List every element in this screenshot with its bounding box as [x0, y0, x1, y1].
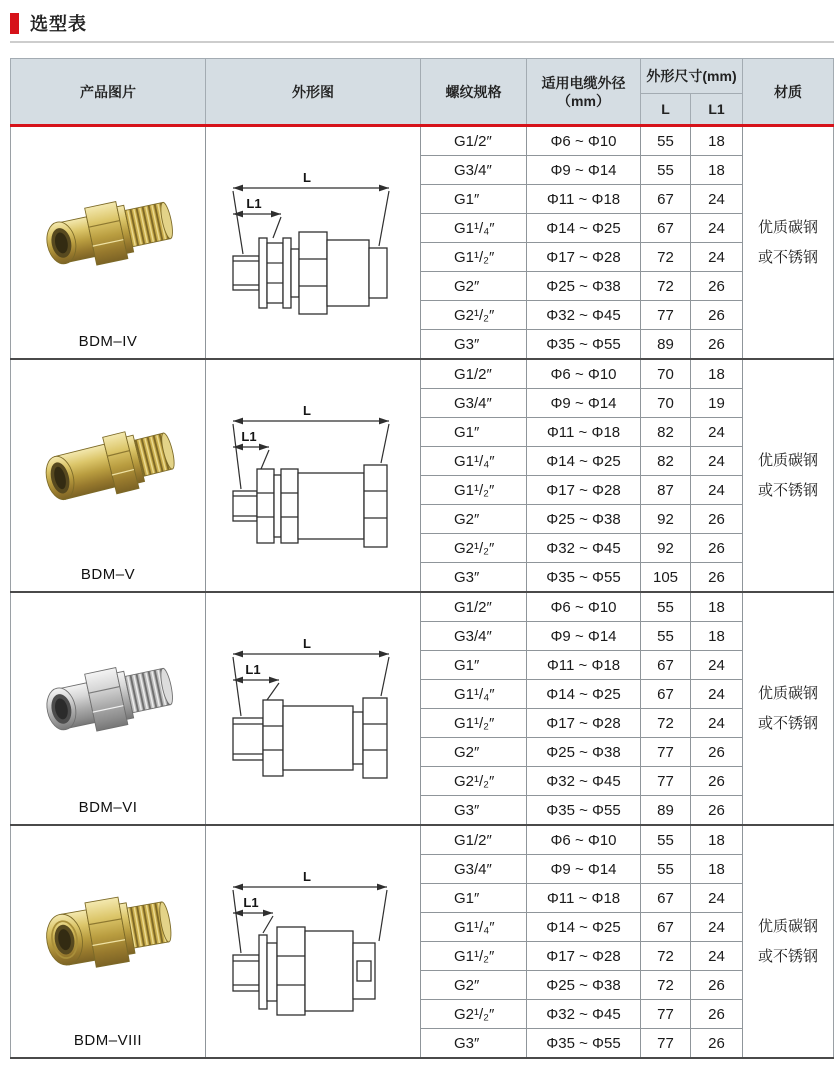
header-thread: 螺纹规格: [421, 59, 527, 126]
selection-table: [10, 58, 834, 1059]
thread-spec-cell: G1¹/₄″: [421, 214, 527, 243]
header-cable-line2: （mm）: [557, 92, 610, 109]
thread-spec-cell: G2¹/₂″: [421, 534, 527, 563]
product-photo-bdm-iv: [27, 158, 189, 308]
thread-spec-cell: G3″: [421, 1029, 527, 1059]
dim-l1-cell: 18: [691, 126, 743, 156]
cable-od-cell: Φ9 ~ Φ14: [527, 622, 641, 651]
outline-drawing-bdm-v: [207, 401, 420, 551]
dim-l1-cell: 26: [691, 738, 743, 767]
cable-od-cell: Φ35 ~ Φ55: [527, 796, 641, 826]
material-line1: 优质碳钢: [758, 451, 819, 469]
thread-spec-cell: G3″: [421, 796, 527, 826]
dim-l-cell: 72: [641, 942, 691, 971]
cable-od-cell: Φ11 ~ Φ18: [527, 418, 641, 447]
header-cable-od: [527, 59, 641, 126]
dim-l1-cell: 26: [691, 272, 743, 301]
cable-od-cell: Φ17 ~ Φ28: [527, 709, 641, 738]
thread-spec-cell: G1¹/₂″: [421, 942, 527, 971]
header-dimensions: 外形尺寸(mm): [641, 59, 743, 94]
product-section-bdm-iv: [11, 126, 834, 360]
thread-spec-cell: G1/2″: [421, 359, 527, 389]
cable-od-cell: Φ32 ~ Φ45: [527, 1000, 641, 1029]
dim-l1-cell: 24: [691, 447, 743, 476]
cable-od-cell: Φ17 ~ Φ28: [527, 476, 641, 505]
dim-l1-cell: 18: [691, 592, 743, 622]
dim-l-cell: 72: [641, 243, 691, 272]
dim-l-cell: 77: [641, 738, 691, 767]
material-line2: 或不锈钢: [758, 947, 819, 965]
dim-l-cell: 55: [641, 622, 691, 651]
product-image-cell: [11, 825, 206, 1058]
product-photo-bdm-vi: [27, 624, 189, 774]
dim-l1-cell: 18: [691, 359, 743, 389]
title-accent-bar: [10, 13, 19, 34]
cable-od-cell: Φ6 ~ Φ10: [527, 126, 641, 156]
cable-od-cell: Φ14 ~ Φ25: [527, 913, 641, 942]
thread-spec-cell: G1¹/₂″: [421, 243, 527, 272]
dim-l-cell: 77: [641, 767, 691, 796]
dim-label-l: L: [302, 169, 311, 185]
dim-l1-cell: 19: [691, 389, 743, 418]
dim-l-cell: 70: [641, 389, 691, 418]
dim-label-l: L: [302, 868, 311, 884]
outline-drawing-cell: [206, 592, 421, 825]
thread-spec-cell: G1″: [421, 651, 527, 680]
thread-spec-cell: G2″: [421, 272, 527, 301]
material-line2: 或不锈钢: [758, 714, 819, 732]
cable-od-cell: Φ17 ~ Φ28: [527, 942, 641, 971]
dim-l1-cell: 26: [691, 971, 743, 1000]
table-header: [11, 59, 834, 126]
dim-l-cell: 92: [641, 534, 691, 563]
product-image-cell: [11, 592, 206, 825]
header-cable-line1: 适用电缆外径: [541, 74, 626, 91]
thread-spec-cell: G1″: [421, 185, 527, 214]
outline-drawing-bdm-viii: [207, 867, 420, 1017]
dim-l1-cell: 24: [691, 913, 743, 942]
product-image-cell: [11, 126, 206, 360]
dim-l1-cell: 24: [691, 942, 743, 971]
cable-od-cell: Φ11 ~ Φ18: [527, 651, 641, 680]
header-outline: 外形图: [206, 59, 421, 126]
model-label: BDM–V: [80, 566, 136, 583]
table-row: [11, 825, 834, 855]
dim-l1-cell: 24: [691, 884, 743, 913]
thread-spec-cell: G1/2″: [421, 592, 527, 622]
dim-l1-cell: 26: [691, 534, 743, 563]
cable-od-cell: Φ14 ~ Φ25: [527, 447, 641, 476]
dim-l1-cell: 24: [691, 185, 743, 214]
cable-od-cell: Φ9 ~ Φ14: [527, 156, 641, 185]
dim-l-cell: 89: [641, 330, 691, 360]
thread-spec-cell: G3/4″: [421, 622, 527, 651]
outline-drawing-bdm-vi: [207, 634, 420, 784]
outline-drawing-bdm-iv: [207, 168, 420, 318]
cable-od-cell: Φ35 ~ Φ55: [527, 1029, 641, 1059]
dim-l-cell: 67: [641, 214, 691, 243]
dim-l-cell: 77: [641, 301, 691, 330]
dim-l-cell: 55: [641, 126, 691, 156]
product-photo-bdm-v: [27, 391, 189, 541]
cable-od-cell: Φ35 ~ Φ55: [527, 563, 641, 593]
dim-label-l: L: [302, 635, 311, 651]
model-label: BDM–IV: [78, 333, 138, 350]
table-row: [11, 359, 834, 389]
cable-od-cell: Φ35 ~ Φ55: [527, 330, 641, 360]
thread-spec-cell: G1/2″: [421, 825, 527, 855]
model-label: BDM–VI: [78, 799, 138, 816]
header-dim-l1: L1: [691, 94, 743, 126]
dim-l-cell: 72: [641, 971, 691, 1000]
thread-spec-cell: G2¹/₂″: [421, 1000, 527, 1029]
dim-l-cell: 67: [641, 651, 691, 680]
dim-l-cell: 77: [641, 1029, 691, 1059]
dim-label-l1: L1: [240, 428, 257, 444]
dim-l-cell: 82: [641, 447, 691, 476]
cable-od-cell: Φ9 ~ Φ14: [527, 389, 641, 418]
table-row: [11, 592, 834, 622]
dim-l1-cell: 26: [691, 505, 743, 534]
header-material: 材质: [743, 59, 834, 126]
dim-l-cell: 67: [641, 884, 691, 913]
dim-l-cell: 92: [641, 505, 691, 534]
thread-spec-cell: G3″: [421, 330, 527, 360]
dim-l1-cell: 26: [691, 301, 743, 330]
dim-label-l1: L1: [244, 661, 261, 677]
cable-od-cell: Φ14 ~ Φ25: [527, 214, 641, 243]
thread-spec-cell: G1¹/₂″: [421, 709, 527, 738]
dim-l1-cell: 18: [691, 156, 743, 185]
dim-l1-cell: 18: [691, 855, 743, 884]
thread-spec-cell: G2″: [421, 505, 527, 534]
outline-drawing-cell: [206, 825, 421, 1058]
dim-l1-cell: 26: [691, 1000, 743, 1029]
page-title: 选型表: [30, 14, 87, 34]
thread-spec-cell: G2″: [421, 738, 527, 767]
cable-od-cell: Φ25 ~ Φ38: [527, 738, 641, 767]
thread-spec-cell: G2″: [421, 971, 527, 1000]
cable-od-cell: Φ14 ~ Φ25: [527, 680, 641, 709]
thread-spec-cell: G1¹/₄″: [421, 447, 527, 476]
dim-l-cell: 72: [641, 272, 691, 301]
dim-l-cell: 67: [641, 913, 691, 942]
material-cell: [743, 126, 834, 360]
material-line1: 优质碳钢: [758, 917, 819, 935]
dim-l-cell: 55: [641, 825, 691, 855]
material-line1: 优质碳钢: [758, 218, 819, 236]
dim-l1-cell: 26: [691, 1029, 743, 1059]
thread-spec-cell: G3″: [421, 563, 527, 593]
header-product: 产品图片: [11, 59, 206, 126]
dim-l1-cell: 26: [691, 563, 743, 593]
cable-od-cell: Φ32 ~ Φ45: [527, 767, 641, 796]
material-line2: 或不锈钢: [758, 248, 819, 266]
cable-od-cell: Φ17 ~ Φ28: [527, 243, 641, 272]
cable-od-cell: Φ6 ~ Φ10: [527, 825, 641, 855]
cable-od-cell: Φ11 ~ Φ18: [527, 884, 641, 913]
product-section-bdm-v: [11, 359, 834, 592]
dim-l-cell: 55: [641, 855, 691, 884]
product-photo-bdm-viii: [27, 857, 189, 1007]
dim-l1-cell: 24: [691, 651, 743, 680]
thread-spec-cell: G1″: [421, 418, 527, 447]
dim-l1-cell: 24: [691, 214, 743, 243]
dim-l1-cell: 24: [691, 709, 743, 738]
cable-od-cell: Φ11 ~ Φ18: [527, 185, 641, 214]
material-line1: 优质碳钢: [758, 684, 819, 702]
cable-od-cell: Φ25 ~ Φ38: [527, 505, 641, 534]
dim-l-cell: 72: [641, 709, 691, 738]
cable-od-cell: Φ32 ~ Φ45: [527, 301, 641, 330]
cable-od-cell: Φ25 ~ Φ38: [527, 272, 641, 301]
dim-label-l1: L1: [245, 195, 262, 211]
dim-l1-cell: 24: [691, 243, 743, 272]
thread-spec-cell: G3/4″: [421, 389, 527, 418]
cable-od-cell: Φ6 ~ Φ10: [527, 592, 641, 622]
dim-l-cell: 55: [641, 156, 691, 185]
dim-l-cell: 67: [641, 680, 691, 709]
thread-spec-cell: G1¹/₄″: [421, 680, 527, 709]
dim-l1-cell: 24: [691, 418, 743, 447]
cable-od-cell: Φ9 ~ Φ14: [527, 855, 641, 884]
material-cell: [743, 825, 834, 1058]
dim-l1-cell: 26: [691, 330, 743, 360]
thread-spec-cell: G1¹/₂″: [421, 476, 527, 505]
page-header: [10, 10, 834, 43]
dim-l1-cell: 26: [691, 767, 743, 796]
material-cell: [743, 359, 834, 592]
thread-spec-cell: G1/2″: [421, 126, 527, 156]
cable-od-cell: Φ32 ~ Φ45: [527, 534, 641, 563]
product-section-bdm-vi: [11, 592, 834, 825]
dim-label-l1: L1: [242, 894, 259, 910]
dim-l-cell: 87: [641, 476, 691, 505]
dim-l1-cell: 24: [691, 680, 743, 709]
outline-drawing-cell: [206, 359, 421, 592]
thread-spec-cell: G1¹/₄″: [421, 913, 527, 942]
table-row: [11, 126, 834, 156]
dim-l1-cell: 24: [691, 476, 743, 505]
dim-l-cell: 67: [641, 185, 691, 214]
thread-spec-cell: G3/4″: [421, 156, 527, 185]
dim-l-cell: 70: [641, 359, 691, 389]
dim-l-cell: 89: [641, 796, 691, 826]
cable-od-cell: Φ6 ~ Φ10: [527, 359, 641, 389]
thread-spec-cell: G2¹/₂″: [421, 301, 527, 330]
product-section-bdm-viii: [11, 825, 834, 1058]
dim-label-l: L: [302, 402, 311, 418]
dim-l-cell: 77: [641, 1000, 691, 1029]
outline-drawing-cell: [206, 126, 421, 360]
dim-l1-cell: 18: [691, 825, 743, 855]
thread-spec-cell: G1″: [421, 884, 527, 913]
dim-l-cell: 55: [641, 592, 691, 622]
thread-spec-cell: G2¹/₂″: [421, 767, 527, 796]
product-image-cell: [11, 359, 206, 592]
header-dim-l: L: [641, 94, 691, 126]
material-line2: 或不锈钢: [758, 481, 819, 499]
dim-l1-cell: 18: [691, 622, 743, 651]
dim-l-cell: 105: [641, 563, 691, 593]
dim-l-cell: 82: [641, 418, 691, 447]
cable-od-cell: Φ25 ~ Φ38: [527, 971, 641, 1000]
thread-spec-cell: G3/4″: [421, 855, 527, 884]
model-label: BDM–VIII: [73, 1032, 143, 1049]
material-cell: [743, 592, 834, 825]
dim-l1-cell: 26: [691, 796, 743, 826]
